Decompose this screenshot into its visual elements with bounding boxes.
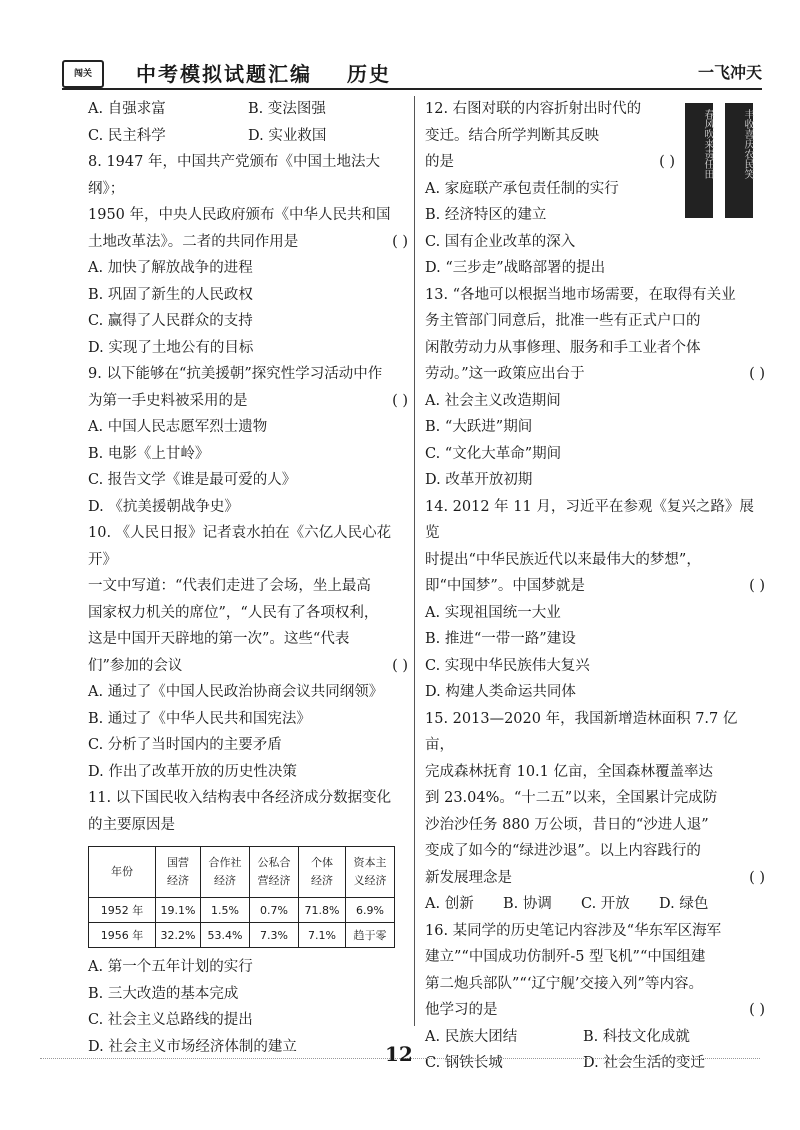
option: C. 民主科学	[88, 127, 166, 144]
table-cell: 32.2%	[156, 923, 201, 948]
answer-bracket: ( )	[392, 392, 408, 409]
question-10	[88, 520, 408, 785]
option: B. 推进“一带一路”建设	[425, 631, 576, 647]
question-8	[88, 149, 408, 361]
option: A. 创新	[425, 896, 474, 912]
question-stem: 闲散劳动力从事修理、服务和手工业者个体	[425, 339, 701, 356]
option: C. “文化大革命”期间	[425, 445, 562, 462]
option: A. 通过了《中国人民政治协商会议共同纲领》	[88, 684, 384, 700]
option: D. 实业救国	[248, 127, 327, 144]
question-15	[425, 706, 765, 918]
option: C. 国有企业改革的深入	[425, 233, 576, 250]
option: B. 电影《上甘岭》	[88, 445, 210, 462]
table-cell: 1.5%	[201, 898, 250, 923]
question-stem: 他学习的是	[425, 1002, 498, 1018]
question-11	[88, 785, 408, 1060]
option: A. 家庭联产承包责任制的实行	[425, 180, 619, 197]
table-header-cell: 年份	[89, 847, 156, 898]
option: D. “三步走”战略部署的提出	[425, 260, 606, 276]
option: B. 经济特区的建立	[425, 207, 547, 223]
option: A. 社会主义改造期间	[425, 392, 561, 409]
q7-options-row1	[88, 96, 408, 123]
table-row	[89, 923, 395, 948]
question-stem: 10. 《人民日报》记者袁水拍在《六亿人民心花开》	[88, 525, 392, 568]
answer-bracket: ( )	[749, 1002, 765, 1018]
question-stem: 时提出“中华民族近代以来最伟大的梦想”，	[425, 551, 701, 568]
option-row	[425, 1024, 765, 1051]
question-stem-last	[88, 388, 408, 415]
option: D. 社会主义市场经济体制的建立	[88, 1038, 297, 1055]
option: B. 通过了《中华人民共和国宪法》	[88, 710, 311, 727]
question-stem: 12. 右图对联的内容折射出时代的	[425, 101, 642, 117]
question-stem: 变迁。结合所学判断其反映	[425, 127, 599, 144]
question-stem: 完成森林抚育 10.1 亿亩，全国森林覆盖率达	[425, 763, 714, 780]
table-cell: 1952 年	[89, 898, 156, 923]
question-stem: 的主要原因是	[88, 816, 175, 833]
answer-bracket: ( )	[749, 578, 765, 594]
header-rule	[62, 88, 762, 90]
question-stem-last	[88, 653, 408, 680]
table-header-cell: 公私合 营经济	[250, 847, 299, 898]
table-header-cell: 国营 经济	[156, 847, 201, 898]
question-stem: 们”参加的会议	[88, 657, 183, 674]
option-row	[425, 1050, 765, 1077]
question-14	[425, 494, 765, 706]
answer-bracket: ( )	[749, 366, 765, 382]
table-header-cell: 资本主 义经济	[346, 847, 395, 898]
couplet-text: 春风吹来责任田	[702, 109, 713, 179]
subject-title: 历史	[347, 62, 391, 86]
table-cell: 趋于零	[346, 923, 395, 948]
question-stem-last	[425, 865, 765, 892]
book-title: 中考模拟试题汇编	[136, 62, 312, 86]
option: B. 三大改造的基本完成	[88, 985, 239, 1002]
income-structure-table	[88, 846, 395, 948]
option: B. 科技文化成就	[583, 1028, 690, 1045]
option: A. 民族大团结	[425, 1028, 518, 1045]
series-logo: 闯关	[62, 60, 104, 88]
option: C. 实现中华民族伟大复兴	[425, 657, 590, 674]
option: C. 报告文学《谁是最可爱的人》	[88, 472, 297, 488]
question-13	[425, 282, 765, 494]
option: C. 赢得了人民群众的支持	[88, 313, 253, 329]
option: C. 钢铁长城	[425, 1055, 503, 1071]
table-header-cell: 个体 经济	[299, 847, 346, 898]
option: A. 中国人民志愿军烈士遗物	[88, 419, 268, 435]
option: D. 《抗美援朝战争史》	[88, 498, 239, 515]
left-column	[88, 96, 408, 1060]
option: D. 实现了土地公有的目标	[88, 339, 254, 356]
table-cell: 53.4%	[201, 923, 250, 948]
option: D. 绿色	[659, 896, 709, 912]
question-stem: 建立”“中国成功仿制歼-5 型飞机”“中国组建	[425, 949, 706, 965]
question-stem-last	[88, 229, 408, 256]
question-stem: 第二炮兵部队”“‘辽宁舰’交接入列”等内容。	[425, 975, 703, 992]
option: A. 实现祖国统一大业	[425, 604, 561, 621]
question-9	[88, 361, 408, 520]
answer-bracket: ( )	[392, 657, 408, 674]
table-cell: 6.9%	[346, 898, 395, 923]
option: D. 社会生活的变迁	[583, 1055, 705, 1071]
question-stem: 16. 某同学的历史笔记内容涉及“华东军区海军	[425, 922, 722, 939]
option-row	[425, 891, 765, 918]
table-cell: 7.1%	[299, 923, 346, 948]
question-stem: 到 23.04%。“十二五”以来，全国累计完成防	[425, 790, 718, 806]
question-stem: 新发展理念是	[425, 869, 512, 886]
option: D. 改革开放初期	[425, 472, 533, 488]
option: B. 变法图强	[248, 101, 326, 117]
question-stem: 土地改革法》。二者的共同作用是	[88, 233, 299, 250]
table-cell: 19.1%	[156, 898, 201, 923]
option: A. 第一个五年计划的实行	[88, 959, 253, 975]
question-stem: 这是中国开天辟地的第一次”。这些“代表	[88, 631, 350, 647]
option: C. 开放	[581, 896, 630, 912]
question-12	[425, 96, 675, 282]
table-cell: 1956 年	[89, 923, 156, 948]
brand-label: 一飞冲天	[697, 63, 762, 82]
question-stem: 13. “各地可以根据当地市场需要，在取得有关业	[425, 286, 736, 303]
option: C. 分析了当时国内的主要矛盾	[88, 737, 282, 753]
question-stem: 务主管部门同意后，批准一些有正式户口的	[425, 313, 701, 329]
answer-bracket: ( )	[392, 233, 408, 250]
question-stem-last	[425, 997, 765, 1024]
question-stem: 11. 以下国民收入结构表中各经济成分数据变化	[88, 790, 392, 806]
page-number: 12	[385, 1042, 413, 1066]
question-stem: 即“中国梦”。中国梦就是	[425, 578, 585, 594]
table-header-cell: 合作社 经济	[201, 847, 250, 898]
q7-options-row2	[88, 123, 408, 150]
couplet-text: 丰收喜庆农民笑	[742, 109, 753, 179]
question-stem: 15. 2013—2020 年，我国新增造林面积 7.7 亿亩，	[425, 710, 738, 753]
question-stem: 国家权力机关的席位”，“人民有了各项权利，	[88, 604, 379, 621]
question-stem: 一文中写道：“代表们走进了会场，坐上最高	[88, 578, 371, 594]
option: D. 构建人类命运共同体	[425, 684, 576, 700]
question-stem: 8. 1947 年，中国共产党颁布《中国土地法大纲》；	[88, 154, 380, 197]
option: A. 加快了解放战争的进程	[88, 260, 253, 276]
question-stem: 1950 年，中央人民政府颁布《中华人民共和国	[88, 207, 391, 223]
question-stem: 9. 以下能够在“抗美援朝”探究性学习活动中作	[88, 366, 383, 382]
question-stem-last	[425, 573, 765, 600]
table-cell: 0.7%	[250, 898, 299, 923]
right-column	[425, 96, 765, 1077]
question-stem-last	[425, 361, 765, 388]
option: C. 社会主义总路线的提出	[88, 1012, 253, 1028]
question-stem-last	[425, 149, 675, 176]
option: A. 自强求富	[88, 101, 166, 117]
question-stem: 劳动。”这一政策应出台于	[425, 366, 585, 382]
question-16	[425, 918, 765, 1077]
answer-bracket: ( )	[749, 869, 765, 886]
option: B. 巩固了新生的人民政权	[88, 286, 253, 303]
option: B. 协调	[503, 896, 552, 912]
table-header-row	[89, 847, 395, 898]
answer-bracket: ( )	[659, 154, 675, 170]
question-stem: 14. 2012 年 11 月，习近平在参观《复兴之路》展览	[425, 498, 754, 541]
page-header	[62, 58, 762, 90]
table-cell: 71.8%	[299, 898, 346, 923]
table-row	[89, 898, 395, 923]
question-stem: 沙治沙任务 880 万公顷，昔日的“沙进人退”	[425, 816, 709, 833]
question-stem: 为第一手史料被采用的是	[88, 392, 248, 409]
table-cell: 7.3%	[250, 923, 299, 948]
column-divider	[414, 96, 415, 1026]
option: D. 作出了改革开放的历史性决策	[88, 763, 297, 780]
question-stem: 变成了如今的“绿进沙退”。以上内容践行的	[425, 843, 701, 859]
option: B. “大跃进”期间	[425, 419, 533, 435]
question-stem: 的是	[425, 154, 454, 170]
